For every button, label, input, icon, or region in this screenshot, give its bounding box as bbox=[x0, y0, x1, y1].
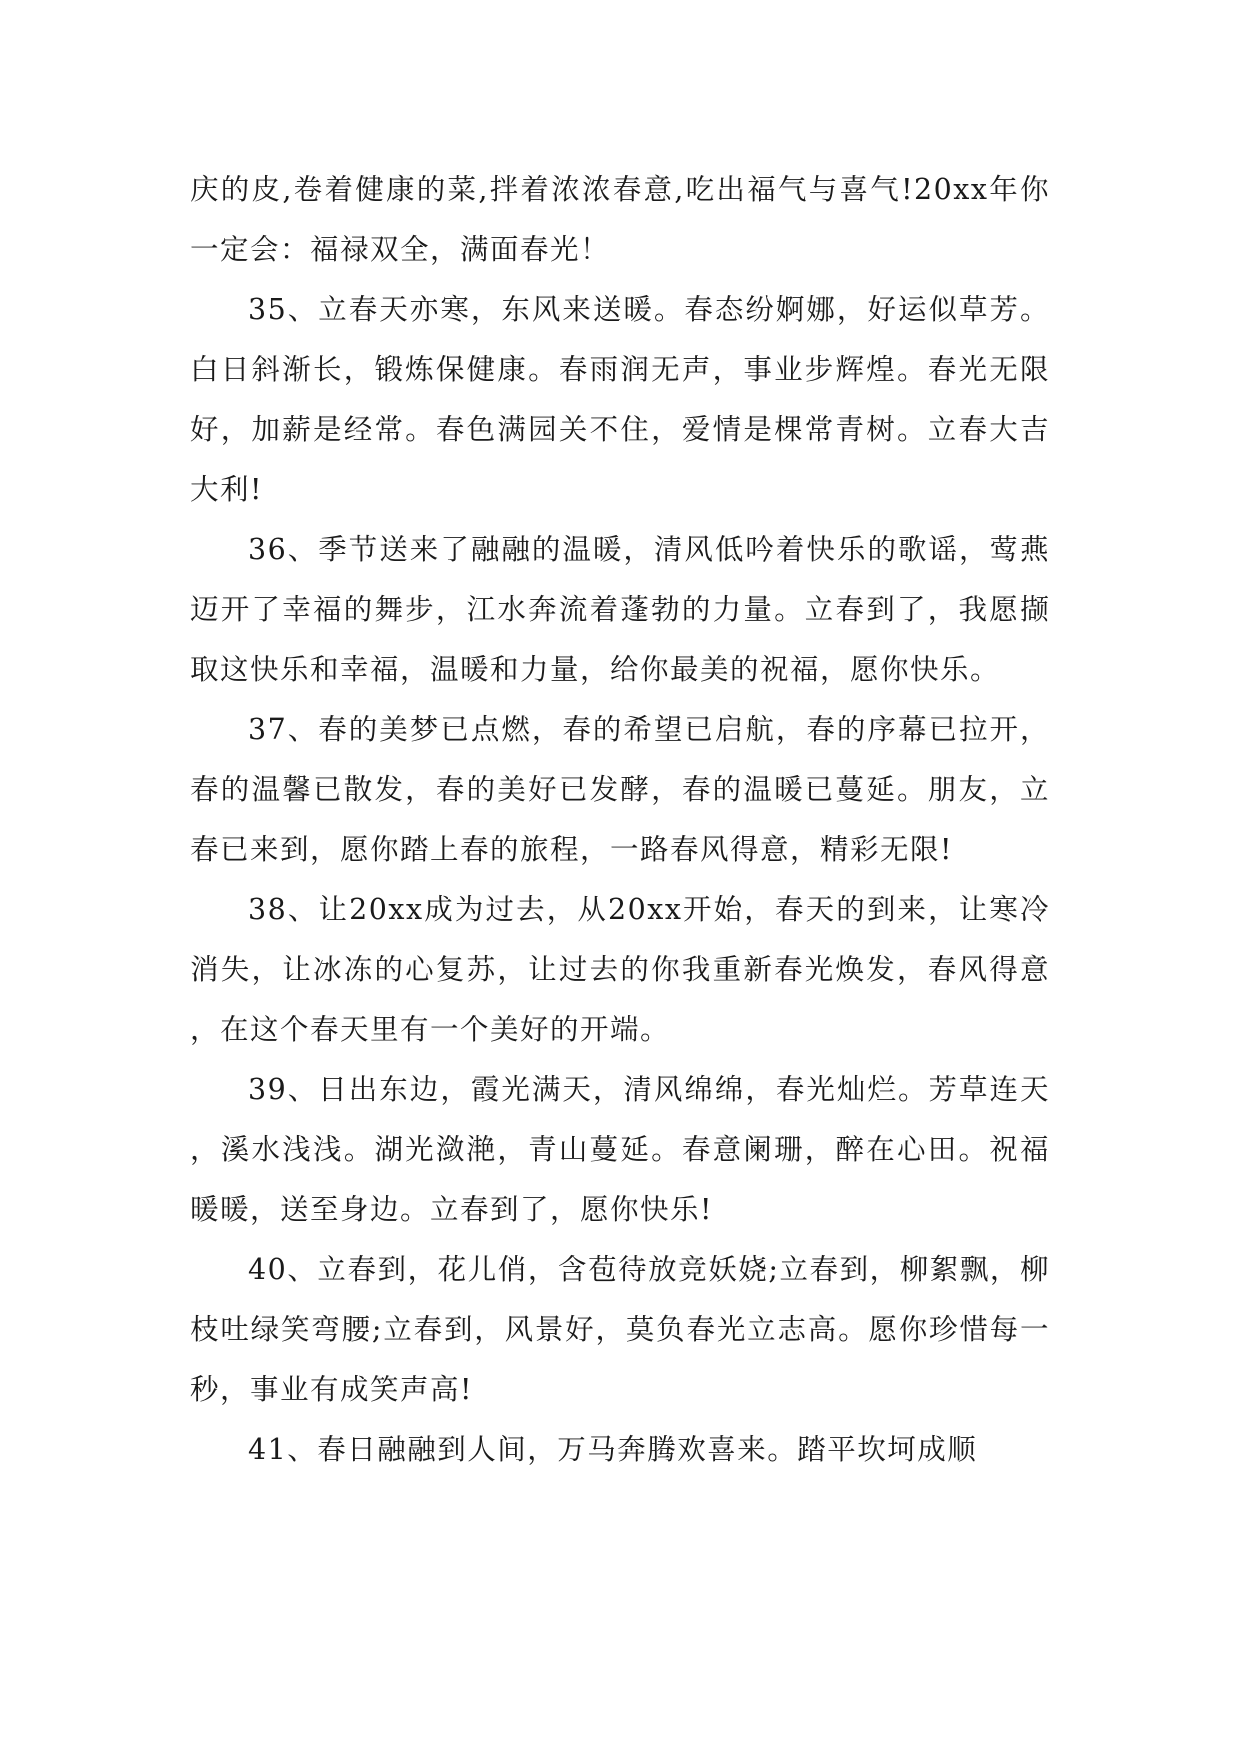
paragraph-41: 41、春日融融到人间，万马奔腾欢喜来。踏平坎坷成顺 bbox=[248, 1433, 978, 1466]
document-body bbox=[190, 160, 1050, 1480]
paragraph-35: 35、立春天亦寒，东风来送暖。春态纷婀娜，好运似草芳。白日斜渐长，锻炼保健康。春雨润无声，事业步辉煌。春光无限好，加薪是经常。春色满园关不住，爱情是棵常青树。立春大吉大利! bbox=[190, 293, 1050, 506]
paragraph-39: 39、日出东边，霞光满天，清风绵绵，春光灿烂。芳草连天，溪水浅浅。湖光潋滟，青山蔓延。春意阑珊，醉在心田。祝福暖暖，送至身边。立春到了，愿你快乐! bbox=[190, 1073, 1050, 1226]
paragraph-40: 40、立春到，花儿俏，含苞待放竞妖娆;立春到，柳絮飘，柳枝吐绿笑弯腰;立春到，风景好，莫负春光立志高。愿你珍惜每一秒，事业有成笑声高! bbox=[190, 1253, 1050, 1406]
paragraph-continuation: 庆的皮,卷着健康的菜,拌着浓浓春意,吃出福气与喜气!20xx年你一定会：福禄双全，满面春光！ bbox=[190, 173, 1050, 266]
paragraph-38: 38、让20xx成为过去，从20xx开始，春天的到来，让寒冷消失，让冰冻的心复苏，让过去的你我重新春光焕发，春风得意，在这个春天里有一个美好的开端。 bbox=[190, 893, 1050, 1046]
paragraph-36: 36、季节送来了融融的温暖，清风低吟着快乐的歌谣，莺燕迈开了幸福的舞步，江水奔流着蓬勃的力量。立春到了，我愿撷取这快乐和幸福，温暖和力量，给你最美的祝福，愿你快乐。 bbox=[190, 533, 1050, 686]
paragraph-37: 37、春的美梦已点燃，春的希望已启航，春的序幕已拉开，春的温馨已散发，春的美好已发酵，春的温暖已蔓延。朋友，立春已来到，愿你踏上春的旅程，一路春风得意，精彩无限! bbox=[190, 713, 1050, 866]
